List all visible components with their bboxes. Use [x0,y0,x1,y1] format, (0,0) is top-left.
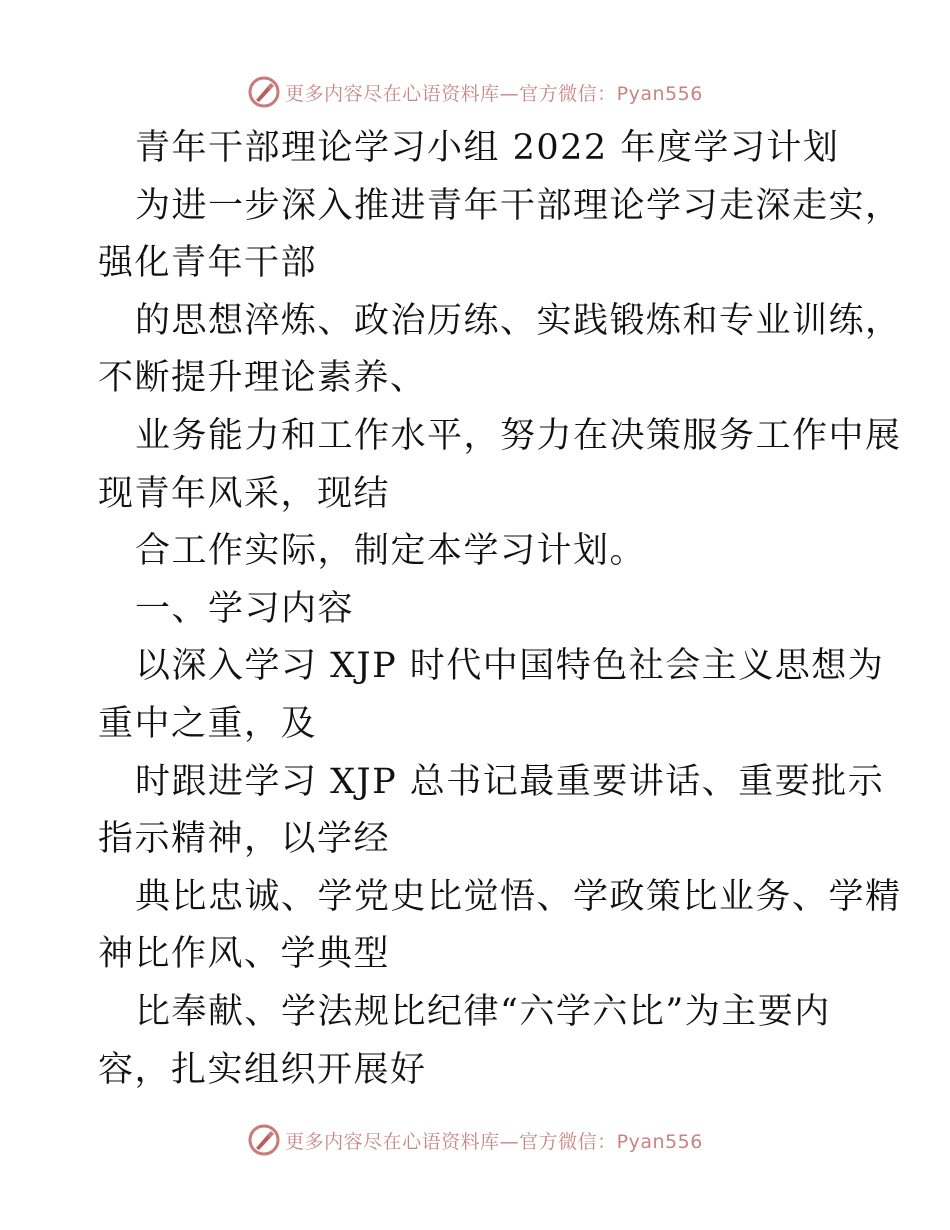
footer-watermark-text: 更多内容尽在心语资料库—官方微信：Pyan556 [285,1130,703,1153]
body-text-line: 合工作实际，制定本学习计划。 [135,531,647,572]
body-text-line: 的思想淬炼、政治历练、实践锻炼和专业训练， [135,300,902,341]
pen-logo-icon [247,1123,281,1157]
pen-logo-icon [247,75,281,109]
footer-watermark-banner [0,1120,950,1160]
body-text-line: 现青年风采，现结 [98,473,391,514]
document-body [98,120,902,1099]
body-text-line: 为进一步深入推进青年干部理论学习走深走实， [135,185,902,226]
body-text-line: 一、学习内容 [135,588,355,629]
body-text-line: 神比作风、学典型 [98,934,391,975]
body-text-line: 以深入学习 XJP 时代中国特色社会主义思想为 [135,646,885,687]
body-text-line: 指示精神，以学经 [98,819,391,860]
body-text-line: 典比忠诚、学党史比觉悟、学政策比业务、学精 [135,876,902,917]
body-text-line: 重中之重，及 [98,703,318,744]
body-text-line: 强化青年干部 [98,243,318,284]
body-text-line: 比奉献、学法规比纪律“六学六比”为主要内 [135,991,831,1032]
body-text-line: 不断提升理论素养、 [98,358,427,399]
header-watermark-text: 更多内容尽在心语资料库—官方微信：Pyan556 [285,82,703,105]
document-title: 青年干部理论学习小组 2022 年度学习计划 [135,128,840,168]
body-text-line: 业务能力和工作水平，努力在决策服务工作中展 [135,415,902,456]
header-watermark-banner [0,72,950,112]
body-text-line: 时跟进学习 XJP 总书记最重要讲话、重要批示 [135,761,885,802]
body-text-line: 容，扎实组织开展好 [98,1049,427,1090]
